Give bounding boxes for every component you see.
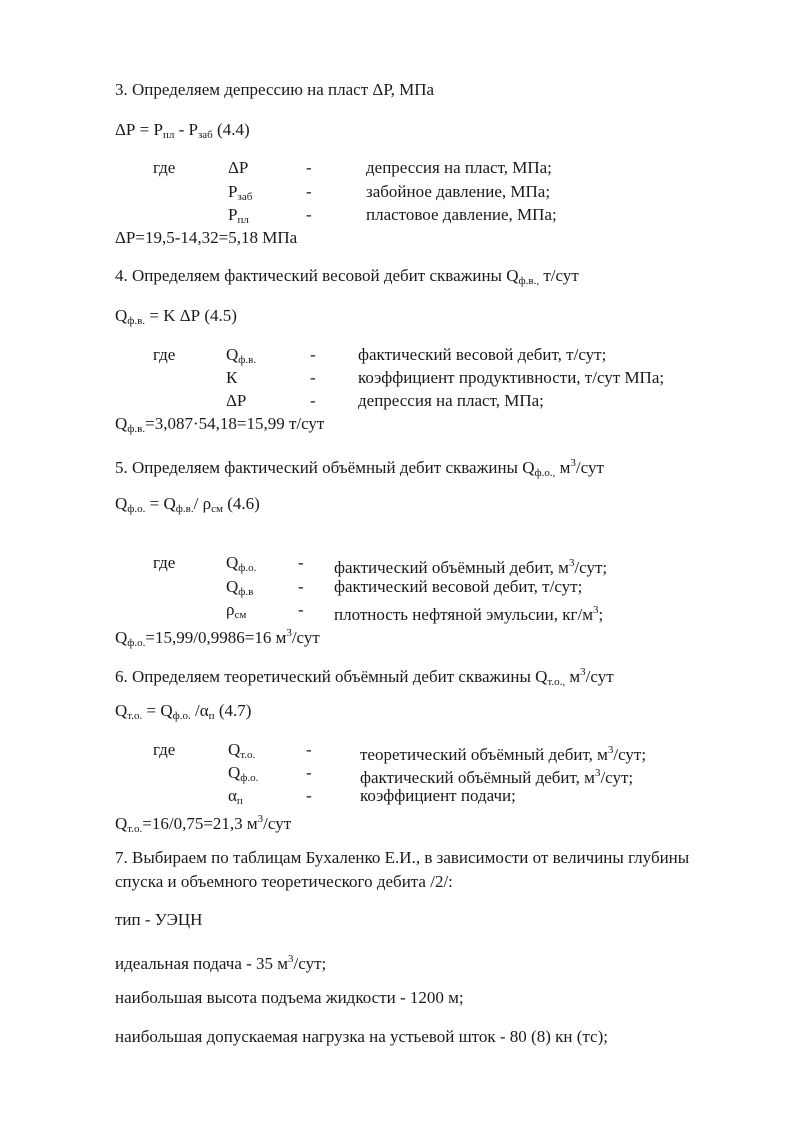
legend-symbol: $Р_{заб}$ [228, 182, 253, 203]
section-4-heading: 4. Определяем фактический весовой дебит скважины $Q_{ф.в.,}$ т/сут [115, 266, 579, 287]
legend-description: фактический объёмный дебит, $м^3$/сут; [334, 557, 608, 577]
legend-symbol: $Q_{ф.в}$ [226, 577, 254, 598]
section-6-heading: 6. Определяем теоретический объёмный дебит скважины $Q_{т.о.,}$ $м^3$/сут [115, 666, 614, 688]
legend-dash: - [298, 577, 304, 596]
legend-description: фактический весовой дебит, т/сут; [334, 577, 583, 596]
calculation-result: $Q_{т.о.}=16/0,75=21,3$ $м^3$/сут [115, 813, 292, 835]
legend-dash: - [310, 345, 316, 364]
legend-symbol: ΔР [226, 391, 247, 410]
legend-dash: - [306, 205, 312, 224]
formula-4-6: $Q_{ф.о.} = Q_{ф.в.}/$ $\rho_{см}$ (4.6) [115, 494, 260, 515]
where-label: где [153, 158, 176, 177]
ideal-feed: идеальная подача - 35 $м^3$/сут; [115, 953, 327, 973]
legend-description: забойное давление, МПа; [366, 182, 551, 201]
legend-symbol: $Q_{ф.в.}$ [226, 345, 257, 366]
calculation-result: $Q_{ф.о.}=15,99/0,9986=16$ $м^3$/сут [115, 627, 320, 649]
formula-4-4: $\Delta Р = Р_{пл} - Р_{заб}$ (4.4) [115, 120, 250, 141]
calculation-result: ΔР=19,5-14,32=5,18 МПа [115, 228, 298, 247]
legend-symbol: ΔР [228, 158, 249, 177]
section-7-heading-line-1: 7. Выбираем по таблицам Бухаленко Е.И., в зависимости от величины глубины [115, 848, 690, 867]
legend-dash: - [306, 182, 312, 201]
legend-dash: - [306, 763, 312, 782]
legend-symbol: $Q_{т.о.}$ [228, 740, 256, 761]
legend-description: коэффициент подачи; [360, 786, 516, 805]
legend-symbol: $Q_{ф.о.}$ [228, 763, 259, 784]
legend-description: пластовое давление, МПа; [366, 205, 557, 224]
legend-dash: - [306, 740, 312, 759]
where-label: где [153, 553, 176, 572]
max-lift-height: наибольшая высота подъема жидкости - 1200 м; [115, 988, 464, 1007]
legend-symbol: $Q_{ф.о.}$ [226, 553, 257, 574]
legend-dash: - [298, 553, 304, 572]
calculation-result: $Q_{ф.в.}=3,087\cdot 54,18=15,99$ т/сут [115, 414, 325, 435]
legend-description: депрессия на пласт, МПа; [366, 158, 552, 177]
where-label: где [153, 345, 176, 364]
legend-symbol: К [226, 368, 238, 387]
legend-symbol: $\rho_{см}$ [226, 600, 247, 621]
formula-4-7: $Q_{т.о.} = Q_{ф.о.}$ $/\alpha_п$ (4.7) [115, 701, 252, 722]
legend-description: теоретический объёмный дебит, $м^3$/сут; [360, 744, 647, 764]
where-label: где [153, 740, 176, 759]
legend-dash: - [310, 391, 316, 410]
section-3-heading: 3. Определяем депрессию на пласт ΔР, МПа [115, 80, 435, 99]
legend-description: фактический весовой дебит, т/сут; [358, 345, 607, 364]
legend-description: депрессия на пласт, МПа; [358, 391, 544, 410]
formula-4-5: $Q_{ф.в.} = K$ ΔР (4.5) [115, 306, 237, 327]
section-7-heading-line-2: спуска и объемного теоретического дебита /2/: [115, 872, 453, 891]
legend-description: плотность нефтяной эмульсии, $кг/м^3$; [334, 604, 604, 624]
legend-dash: - [306, 786, 312, 805]
legend-dash: - [298, 600, 304, 619]
max-rod-load: наибольшая допускаемая нагрузка на устьевой шток - 80 (8) кн (тс); [115, 1027, 608, 1046]
legend-symbol: $\alpha_п$ [228, 786, 243, 807]
pump-type: тип - УЭЦН [115, 910, 203, 929]
legend-symbol: $Р_{пл}$ [228, 205, 249, 226]
legend-description: фактический объёмный дебит, $м^3$/сут; [360, 767, 634, 787]
legend-dash: - [310, 368, 316, 387]
legend-dash: - [306, 158, 312, 177]
section-5-heading: 5. Определяем фактический объёмный дебит скважины $Q_{ф.о.,}$ $м^3$/сут [115, 457, 604, 479]
legend-description: коэффициент продуктивности, т/сут МПа; [358, 368, 665, 387]
